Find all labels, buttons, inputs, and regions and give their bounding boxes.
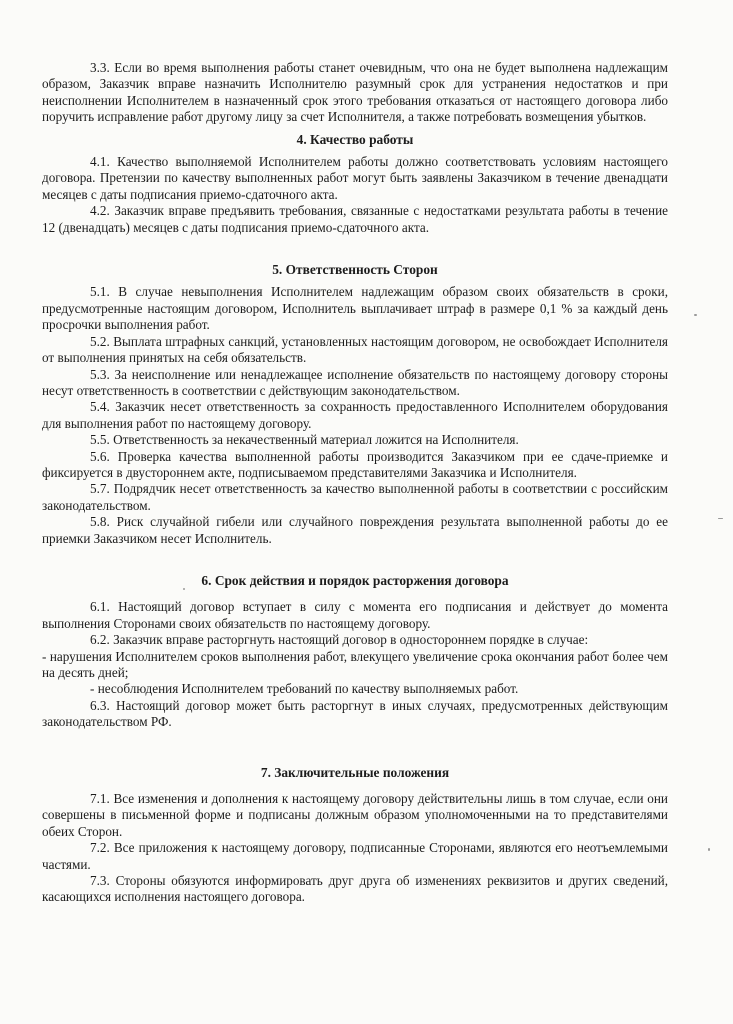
contract-page — [42, 60, 668, 906]
clause-5-5: 5.5. Ответственность за некачественный материал ложится на Исполнителя. — [90, 432, 519, 448]
scan-speck — [694, 314, 697, 316]
section-6-title: 6. Срок действия и порядок расторжения договора — [201, 572, 509, 588]
clause-4-1: 4.1. Качество выполняемой Исполнителем работы должно соответствовать условиям настоящего договора. Претензии по качеству выполненных работ могут быть заявлены Заказчиком в течение двенадцати месяцев с даты подписания приемо-сдаточного акта. — [42, 154, 668, 202]
clause-6-1: 6.1. Настоящий договор вступает в силу с момента его подписания и действует до момента выполнения Сторонами своих обязательств по настоящему договору. — [42, 599, 668, 631]
scan-speck — [718, 518, 723, 519]
clause-5-6: 5.6. Проверка качества выполненной работы производится Заказчиком при ее сдаче-приемке и фиксируется в двустороннем акте, подписываемом представителями Заказчика и Исполнителя. — [42, 448, 668, 480]
clause-5-3: 5.3. За неисполнение или ненадлежащее исполнение обязательств по настоящему договору стороны несут ответственность в соответствии с действующим законодательством. — [42, 366, 668, 398]
section-7-title: 7. Заключительные положения — [260, 764, 450, 780]
clause-7-2: 7.2. Все приложения к настоящему договору, подписанные Сторонами, являются его неотъемлемыми частями. — [42, 840, 668, 872]
clause-5-2: 5.2. Выплата штрафных санкций, установленных настоящим договором, не освобождает Исполнителя от выполнения принятых на себя обязательств. — [42, 333, 668, 366]
clause-7-3: 7.3. Стороны обязуются информировать друг друга об изменениях реквизитов и других сведений, касающихся исполнения настоящего договора. — [42, 873, 668, 905]
scan-speck — [708, 848, 710, 851]
clause-5-7: 5.7. Подрядчик несет ответственность за качество выполненной работы в соответствии с российским законодательством. — [42, 481, 668, 513]
clause-5-8: 5.8. Риск случайной гибели или случайного повреждения результата выполненной работы до ее приемки Заказчиком несет Исполнитель. — [42, 514, 668, 546]
clause-5-4: 5.4. Заказчик несет ответственность за сохранность предоставленного Исполнителем оборудования для выполнения работ по настоящему договору. — [42, 399, 668, 431]
clause-4-2: 4.2. Заказчик вправе предъявить требования, связанные с недостатками результата работы в течение 12 (двенадцать) месяцев с даты подписания приемо-сдаточного акта. — [42, 203, 668, 235]
clause-7-1: 7.1. Все изменения и дополнения к настоящему договору действительны лишь в том случае, если они совершены в письменной форме и подписаны должным образом уполномоченными на то представителями обеих Сторон. — [42, 791, 668, 839]
section-5-title: 5. Ответственность Сторон — [272, 262, 438, 278]
clause-6-2-item-b: - несоблюдения Исполнителем требований по качеству выполняемых работ. — [90, 681, 519, 697]
clause-6-3: 6.3. Настоящий договор может быть расторгнут в иных случаях, предусмотренных действующим законодательством РФ. — [42, 697, 668, 730]
clause-6-2-item-a: - нарушения Исполнителем сроков выполнения работ, влекущего увеличение срока окончания работ более чем на десять дней; — [42, 648, 668, 680]
clause-5-1: 5.1. В случае невыполнения Исполнителем надлежащим образом своих обязательств в сроки, предусмотренные настоящим договором, Исполнитель выплачивает штраф в размере 0,1 % за каждый день просрочки выполнения работ. — [42, 284, 668, 333]
clause-6-2: 6.2. Заказчик вправе расторгнуть настоящий договор в одностороннем порядке в случае: — [90, 632, 589, 648]
clause-3-3: 3.3. Если во время выполнения работы станет очевидным, что она не будет выполнена надлежащим образом, Заказчик вправе назначить Исполнителю разумный срок для устранения недостатков и при неисполнении Исполнителем в назначенный срок этого требования отказаться от настоящего договора либо поручить исправление работ другому лицу за счет Исполнителя, а также потребовать возмещения убытков. — [42, 60, 668, 125]
scan-speck — [183, 588, 185, 590]
section-4-title: 4. Качество работы — [296, 131, 414, 147]
